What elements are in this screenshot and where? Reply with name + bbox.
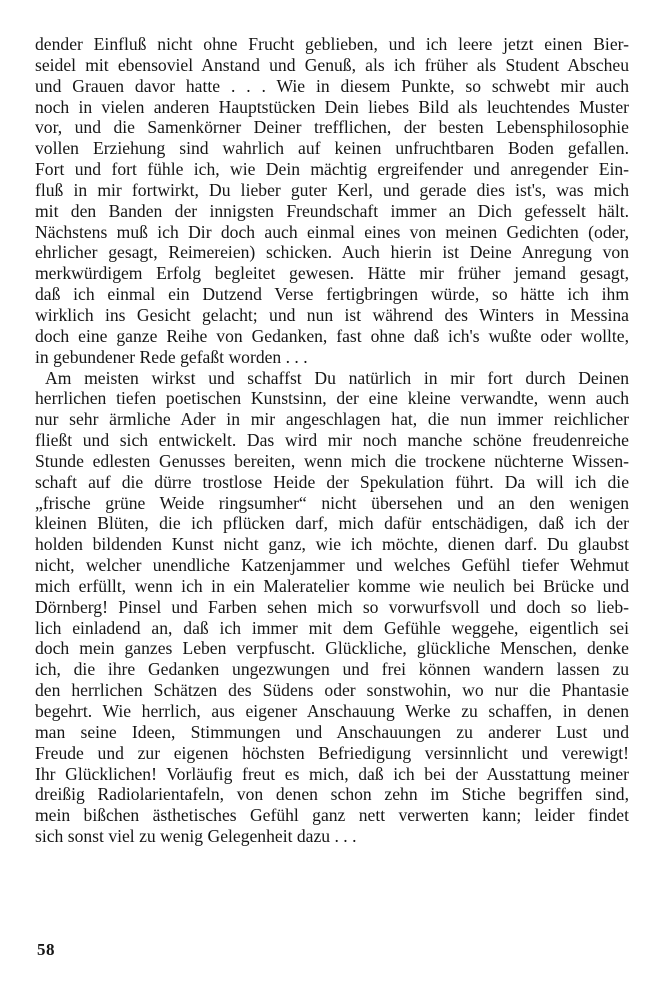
text-line: Am meisten wirkst und schaffst Du natürlich in mir fort durch Deinen [45, 367, 629, 388]
text-line: mich erfüllt, wenn ich in ein Maleratelier komme wie neulich bei Brücke und [35, 575, 629, 596]
text-line: mit den Banden der innigsten Freundschaft immer an Dich gefesselt hält. [35, 200, 629, 221]
text-line: Fort und fort fühle ich, wie Dein mächtig ergreifender und anregender Ein- [35, 159, 629, 180]
text-line: und Grauen davor hatte . . . Wie in diesem Punkte, so schwebt mir auch [35, 75, 629, 96]
page-number: 58 [37, 940, 55, 959]
text-line: Dörnberg! Pinsel und Farben sehen mich so vorwurfsvoll und doch so lieb- [35, 596, 629, 617]
text-line: ehrlicher gesagt, Reimereien) schicken. Auch hierin ist Deine Anregung von [35, 242, 629, 263]
text-line: doch eine ganze Reihe von Gedanken, fast ohne daß ich's wußte oder wollte, [35, 325, 629, 346]
text-line: herrlichen tiefen poetischen Kunstsinn, der eine kleine verwandte, wenn auch [35, 388, 629, 409]
text-line: doch mein ganzes Leben verpfuscht. Glückliche, glückliche Menschen, denke [35, 638, 629, 659]
text-line: den herrlichen Schätzen des Südens oder sonstwohin, wo nur die Phantasie [35, 680, 629, 701]
text-line: sich sonst viel zu wenig Gelegenheit dazu . . . [35, 826, 357, 847]
text-line: daß ich einmal ein Dutzend Verse fertigbringen würde, so hätte ich ihm [35, 284, 629, 305]
text-line: dreißig Radiolarientafeln, von denen schon zehn im Stiche begriffen sind, [35, 784, 629, 805]
text-line: Ihr Glücklichen! Vorläufig freut es mich, daß ich bei der Ausstattung meiner [35, 763, 629, 784]
text-line: mein bißchen ästhetisches Gefühl ganz nett verwerten kann; leider findet [35, 805, 629, 826]
text-line: in gebundener Rede gefaßt worden . . . [35, 346, 308, 367]
text-line: nicht, welcher unendliche Katzenjammer und welches Gefühl tiefer Wehmut [35, 555, 629, 576]
text-line: lich einladend an, daß ich immer mit dem Gefühle weggehe, eigentlich sei [35, 617, 629, 638]
text-line: Freude und zur eigenen höchsten Befriedigung versinnlicht und verewigt! [35, 742, 629, 763]
text-line: Stunde edlesten Genusses bereiten, wenn mich die trockene nüchterne Wissen- [35, 450, 629, 471]
text-line: seidel mit ebensoviel Anstand und Genuß, als ich früher als Student Abscheu [35, 54, 629, 75]
body-text [35, 34, 629, 847]
text-line: holden bildenden Kunst nicht ganz, wie ich möchte, dienen darf. Du glaubst [35, 534, 629, 555]
text-line: fließt und sich entwickelt. Das wird mir noch manche schöne freudenreiche [35, 430, 629, 451]
text-line: fluß in mir fortwirkt, Du lieber guter Kerl, und gerade dies ist's, was mich [35, 179, 629, 200]
text-line: kleinen Blüten, die ich pflücken darf, mich dafür entschädigen, daß ich der [35, 513, 629, 534]
text-line: merkwürdigem Erfolg begleitet gewesen. Hätte mir früher jemand gesagt, [35, 263, 629, 284]
text-line: man seine Ideen, Stimmungen und Anschauungen zu anderer Lust und [35, 721, 629, 742]
text-line: „frische grüne Weide ringsumher“ nicht übersehen und an den wenigen [35, 492, 629, 513]
text-line: nur sehr ärmliche Ader in mir angeschlagen hat, die nun immer reichlicher [35, 409, 629, 430]
text-line: Nächstens muß ich Dir doch auch einmal eines von meinen Gedichten (oder, [35, 221, 629, 242]
text-line: vollen Erziehung sind wahrlich auf keinen unfruchtbaren Boden gefallen. [35, 138, 629, 159]
text-line: vor, und die Samenkörner Deiner trefflichen, der besten Lebensphilosophie [35, 117, 629, 138]
text-line: begehrt. Wie herrlich, aus eigener Anschauung Werke zu schaffen, in denen [35, 701, 629, 721]
text-line: noch in vielen anderen Hauptstücken Dein liebes Bild als leuchtendes Muster [35, 96, 629, 117]
text-line: schaft auf die dürre trostlose Heide der Spekulation führt. Da will ich die [35, 471, 629, 492]
text-line: dender Einfluß nicht ohne Frucht geblieben, und ich leere jetzt einen Bier- [35, 34, 629, 54]
text-line: wirklich ins Gesicht gelacht; und nun ist während des Winters in Messina [35, 304, 629, 325]
text-line: ich, die ihre Gedanken ungezwungen und frei können wandern lassen zu [35, 659, 629, 680]
